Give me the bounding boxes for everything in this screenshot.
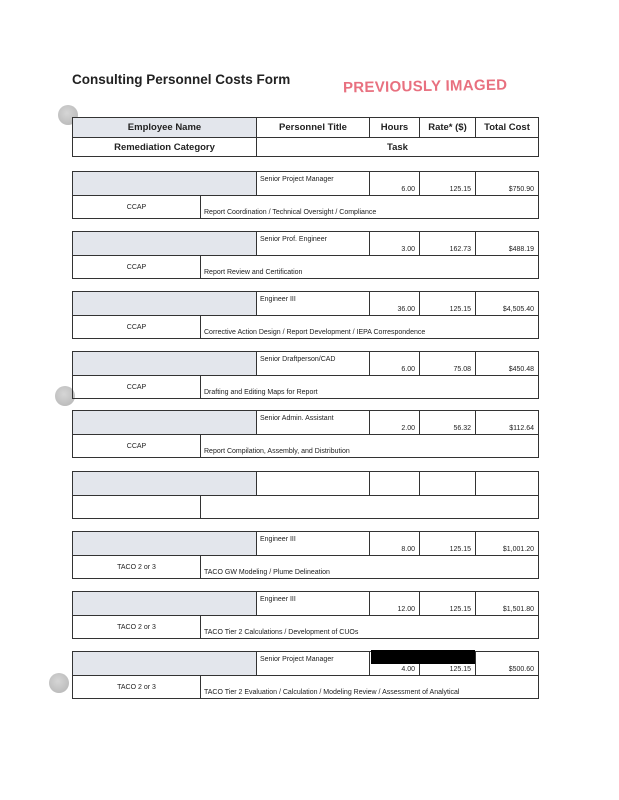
rate-cell: 75.08: [420, 352, 476, 376]
personnel-title-cell: Senior Draftperson/CAD: [257, 352, 370, 376]
rate-cell: 56.32: [420, 411, 476, 435]
entry-block: [72, 531, 539, 579]
employee-name-cell: [73, 532, 257, 556]
entry-block: [72, 351, 539, 399]
employee-name-cell: [73, 352, 257, 376]
employee-name-cell: [73, 411, 257, 435]
header-remediation-category: Remediation Category: [73, 138, 257, 157]
rate-cell: 162.73: [420, 232, 476, 256]
total-cost-cell: $488.19: [476, 232, 539, 256]
entry-block: [72, 591, 539, 639]
hours-cell: 2.00: [370, 411, 420, 435]
employee-name-cell: [73, 172, 257, 196]
rate-cell: 125.15: [420, 532, 476, 556]
header-personnel-title: Personnel Title: [257, 118, 370, 138]
task-cell: TACO GW Modeling / Plume Delineation: [201, 556, 539, 579]
total-cost-cell: [476, 472, 539, 496]
hours-cell: 3.00: [370, 232, 420, 256]
hours-cell: 6.00: [370, 352, 420, 376]
personnel-title-cell: Senior Prof. Engineer: [257, 232, 370, 256]
task-cell: Drafting and Editing Maps for Report: [201, 376, 539, 399]
task-cell: [201, 496, 539, 519]
remediation-category-cell: CCAP: [73, 256, 201, 279]
header-task: Task: [257, 138, 539, 157]
task-cell: TACO Tier 2 Evaluation / Calculation / Modeling Review / Assessment of Analytical: [201, 676, 539, 699]
personnel-title-cell: Senior Project Manager: [257, 172, 370, 196]
remediation-category-cell: CCAP: [73, 435, 201, 458]
remediation-category-cell: TACO 2 or 3: [73, 676, 201, 699]
header-table: [72, 117, 539, 157]
task-cell: Report Compilation, Assembly, and Distribution: [201, 435, 539, 458]
personnel-title-cell: [257, 472, 370, 496]
personnel-title-cell: Senior Project Manager: [257, 652, 370, 676]
rate-cell: 125.15: [420, 652, 476, 676]
task-cell: TACO Tier 2 Calculations / Development of CUOs: [201, 616, 539, 639]
personnel-title-cell: Engineer III: [257, 592, 370, 616]
previously-imaged-stamp: PREVIOUSLY IMAGED: [342, 76, 508, 97]
entry-block: [72, 171, 539, 219]
total-cost-cell: $1,001.20: [476, 532, 539, 556]
redaction-box: [371, 650, 475, 664]
total-cost-cell: $500.60: [476, 652, 539, 676]
hours-cell: 8.00: [370, 532, 420, 556]
total-cost-cell: $112.64: [476, 411, 539, 435]
header-rate: Rate* ($): [420, 118, 476, 138]
hours-cell: 6.00: [370, 172, 420, 196]
personnel-title-cell: Engineer III: [257, 292, 370, 316]
task-cell: Corrective Action Design / Report Development / IEPA Correspondence: [201, 316, 539, 339]
total-cost-cell: $4,505.40: [476, 292, 539, 316]
remediation-category-cell: CCAP: [73, 316, 201, 339]
entry-block: [72, 291, 539, 339]
hours-cell: [370, 472, 420, 496]
employee-name-cell: [73, 292, 257, 316]
total-cost-cell: $1,501.80: [476, 592, 539, 616]
rate-cell: 125.15: [420, 592, 476, 616]
total-cost-cell: $750.90: [476, 172, 539, 196]
header-total-cost: Total Cost: [476, 118, 539, 138]
entry-block: [72, 471, 539, 519]
total-cost-cell: $450.48: [476, 352, 539, 376]
employee-name-cell: [73, 652, 257, 676]
punch-hole: [49, 673, 69, 693]
personnel-title-cell: Engineer III: [257, 532, 370, 556]
entry-block: [72, 410, 539, 458]
remediation-category-cell: TACO 2 or 3: [73, 556, 201, 579]
rate-cell: 125.15: [420, 292, 476, 316]
task-cell: Report Coordination / Technical Oversight / Compliance: [201, 196, 539, 219]
personnel-title-cell: Senior Admin. Assistant: [257, 411, 370, 435]
remediation-category-cell: CCAP: [73, 376, 201, 399]
employee-name-cell: [73, 592, 257, 616]
task-cell: Report Review and Certification: [201, 256, 539, 279]
entry-block: [72, 231, 539, 279]
remediation-category-cell: [73, 496, 201, 519]
hours-cell: 4.00: [370, 652, 420, 676]
remediation-category-cell: CCAP: [73, 196, 201, 219]
header-hours: Hours: [370, 118, 420, 138]
rate-cell: 125.15: [420, 172, 476, 196]
header-employee-name: Employee Name: [73, 118, 257, 138]
hours-cell: 36.00: [370, 292, 420, 316]
form-title: Consulting Personnel Costs Form: [72, 72, 291, 87]
employee-name-cell: [73, 232, 257, 256]
hours-cell: 12.00: [370, 592, 420, 616]
rate-cell: [420, 472, 476, 496]
employee-name-cell: [73, 472, 257, 496]
remediation-category-cell: TACO 2 or 3: [73, 616, 201, 639]
